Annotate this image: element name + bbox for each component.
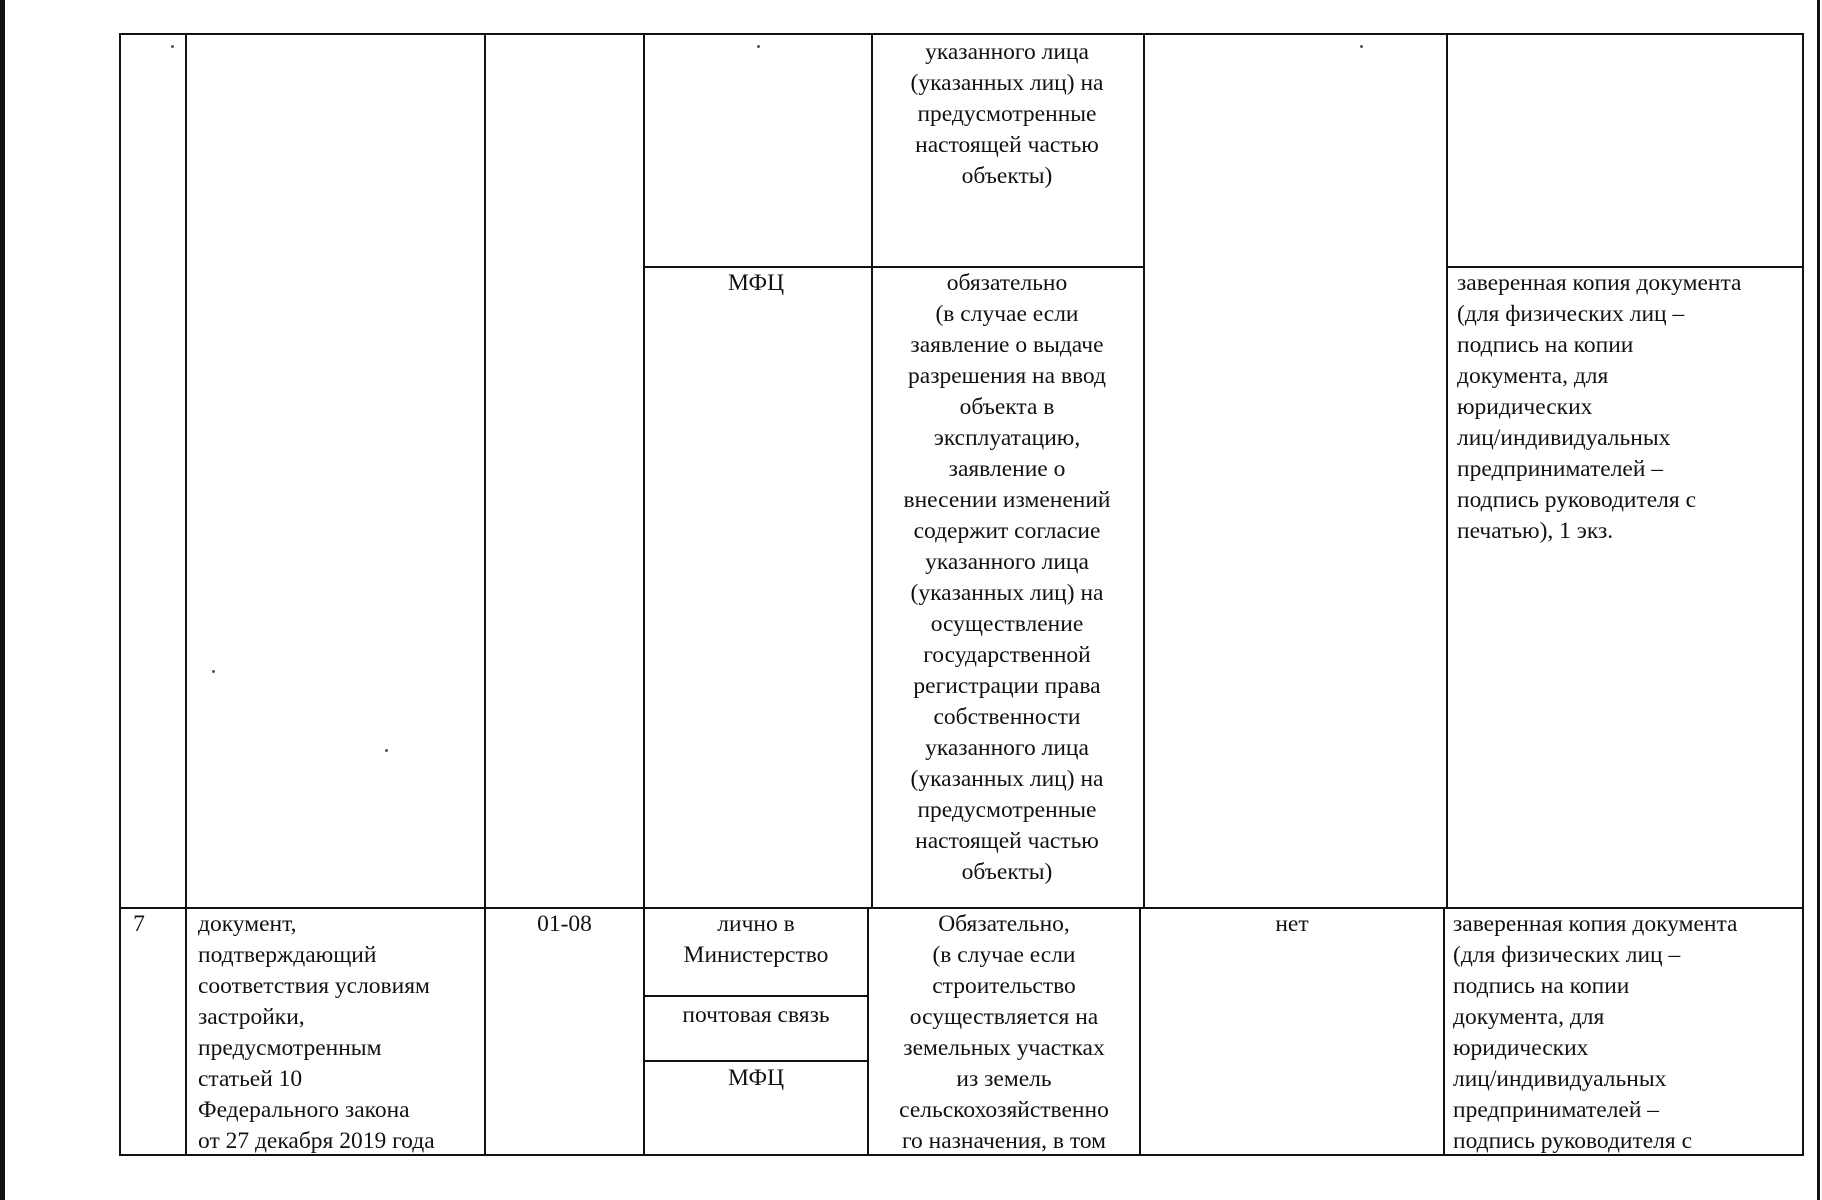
document-form-upper: заверенная копия документа (для физических лиц – подпись на копии документа, для юридических лиц/индивидуальных предпринимателей – подпись руководителя с печатью), 1 экз. bbox=[1457, 270, 1742, 544]
row7-channel-border-1 bbox=[645, 995, 867, 997]
row7-code: 01-08 bbox=[537, 911, 592, 937]
scan-speck bbox=[212, 670, 215, 673]
row7-channel-border-2 bbox=[645, 1060, 867, 1062]
channel-mfc-upper: МФЦ bbox=[727, 270, 785, 296]
scan-speck bbox=[1360, 45, 1363, 48]
table-top-border bbox=[119, 33, 1804, 35]
col-border-2 bbox=[484, 33, 486, 1156]
col-border-0 bbox=[119, 33, 121, 1156]
row7-number: 7 bbox=[133, 911, 145, 937]
row7-document-form: заверенная копия документа (для физических лиц – подпись на копии документа, для юридических лиц/индивидуальных предпринимателей – подпись руководителя с bbox=[1453, 911, 1738, 1154]
col-border-7 bbox=[1802, 33, 1804, 1156]
scan-speck bbox=[757, 45, 760, 48]
col-border-6b bbox=[1443, 907, 1445, 1156]
scan-speck bbox=[171, 45, 174, 48]
col-border-5b bbox=[1139, 907, 1141, 1156]
consent-text-continuation: указанного лица (указанных лиц) на предусмотренные настоящей частью объекты) bbox=[910, 39, 1104, 189]
col-border-6a bbox=[1446, 33, 1448, 907]
row7-channel-in-person: лично в Министерство bbox=[683, 911, 829, 968]
row7-requirement: Обязательно, (в случае если строительство осуществляется на земельных участках из земель сельскохозяйственно го назначения, в том bbox=[899, 911, 1109, 1154]
row7-channel-mfc: МФЦ bbox=[727, 1065, 785, 1091]
col-border-3 bbox=[643, 33, 645, 1156]
row7-document-name: документ, подтверждающий соответствия условиям застройки, предусмотренным статьей 10 Федерального закона от 27 декабря 2019 года bbox=[198, 911, 435, 1154]
row7-channel-post: почтовая связь bbox=[682, 1002, 830, 1028]
col-border-1 bbox=[185, 33, 187, 1156]
col-border-5a bbox=[1143, 33, 1145, 907]
row7-interdepartmental: нет bbox=[1275, 911, 1309, 937]
scan-speck bbox=[385, 749, 388, 752]
consent-requirement-text: обязательно (в случае если заявление о выдаче разрешения на ввод объекта в эксплуатацию, заявление о внесении изменений содержит согласие указанного лица (указанных лиц) на осуществление государственной регистрации права собственности указанного лица (указанных лиц) на предусмотренные настоящей частью объекты) bbox=[903, 270, 1111, 885]
